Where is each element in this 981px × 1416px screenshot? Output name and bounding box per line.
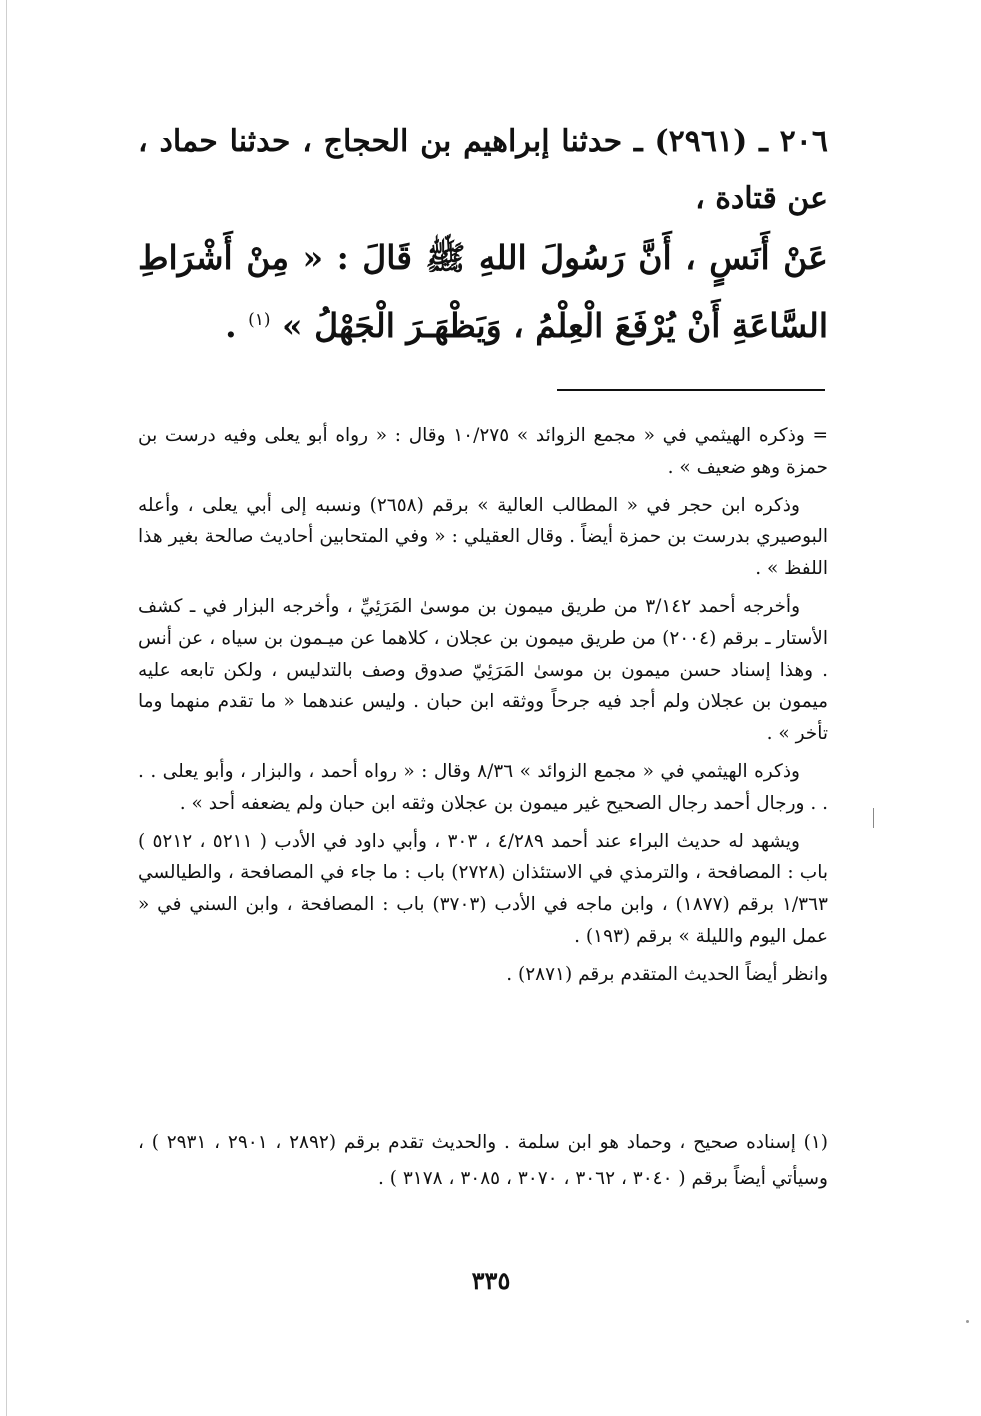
hadith-matn: عَنْ أَنَسٍ ، أَنَّ رَسُولَ اللهِ ﷺ قَالَ : « مِنْ أَشْرَاطِ السَّاعَةِ أَنْ يُرْفَعَ الْعِلْمُ ، وَيَظْهَـرَ الْجَهْلُ » bbox=[138, 238, 828, 345]
page-number: ٣٣٥ bbox=[471, 1266, 511, 1295]
note-paragraph: وأخرجه أحمد ٣/١٤٢ من طريق ميمون بن موسىٰ المَرَئِيِّ ، وأخرجه البزار في ـ كشف الأستار ـ برقم (٢٠٠٤) من طريق ميمون بن عجلان ، كلاهما عن ميـمون بن سياه ، عن أنس . وهذا إسناد حسن ميمون بن موسىٰ المَرَئِيّ صدوق وصف بالتدليس ، ولكن تابعه عليه ميمون بن عجلان ولم أجد فيه جرحاً ووثقه ابن حبان . وليس عندهما « ما تقدم منهما وما تأخر » . bbox=[138, 595, 828, 745]
note-paragraph: ويشهد له حديث البراء عند أحمد ٤/٢٨٩ ، ٣٠٣ ، وأبي داود في الأدب ( ٥٢١١ ، ٥٢١٢ ) باب : المصافحة ، والترمذي في الاستئذان (٢٧٢٨) باب : ما جاء في المصافحة ، والطيالسي ١/٣٦٣ برقم (١٨٧٧) ، وابن ماجه في الأدب (٣٧٠٣) باب : المصافحة ، وابن السني في « عمل اليوم والليلة » برقم (١٩٣) . bbox=[138, 830, 828, 947]
note-paragraph: وانظر أيضاً الحديث المتقدم برقم (٢٨٧١) . bbox=[506, 963, 828, 985]
footnote-ref: (١) bbox=[248, 310, 271, 330]
margin-tick bbox=[873, 808, 874, 828]
scan-dot bbox=[966, 1320, 969, 1323]
footnotes bbox=[138, 1125, 828, 1197]
footnote: (١) إسناده صحيح ، وحماد هو ابن سلمة . والحديث تقدم برقم (٢٨٩٢ ، ٢٩٠١ ، ٢٩٣١ ) ، وسيأتي أيضاً برقم ( ٣٠٤٠ ، ٣٠٦٢ ، ٣٠٧٠ ، ٣٠٨٥ ، ٣١٧٨ ) . bbox=[138, 1132, 828, 1189]
note-paragraph: وذكره الهيثمي في « مجمع الزوائد » ٨/٣٦ وقال : « رواه أحمد ، والبزار ، وأبو يعلى . . . . ورجال أحمد رجال الصحيح غير ميمون بن عجلان وثقه ابن حبان ولم يضعفه أحد » . bbox=[138, 760, 828, 814]
hadith-text bbox=[138, 227, 828, 357]
note-paragraph: = وذكره الهيثمي في « مجمع الزوائد » ١٠/٢٧٥ وقال : « رواه أبو يعلى وفيه درست بن حمزة وهو ضعيف » . bbox=[138, 425, 828, 478]
hadith-heading: ٢٠٦ ـ (٢٩٦١) ـ حدثنا إبراهيم بن الحجاج ، حدثنا حماد ، عن قتادة ، bbox=[138, 124, 828, 216]
note-paragraph: وذكره ابن حجر في « المطالب العالية » برقم (٢٦٥٨) ونسبه إلى أبي يعلى ، وأعله البوصيري بدرست بن حمزة أيضاً . وقال العقيلي : « وفي المتحابين أحاديث صالحة بغير هذا اللفظ » . bbox=[138, 494, 828, 580]
footnote-separator bbox=[557, 389, 825, 391]
scan-edge-line bbox=[6, 0, 7, 1416]
footnote-continuation bbox=[138, 420, 828, 997]
hadith-matn-end: . bbox=[225, 306, 249, 345]
